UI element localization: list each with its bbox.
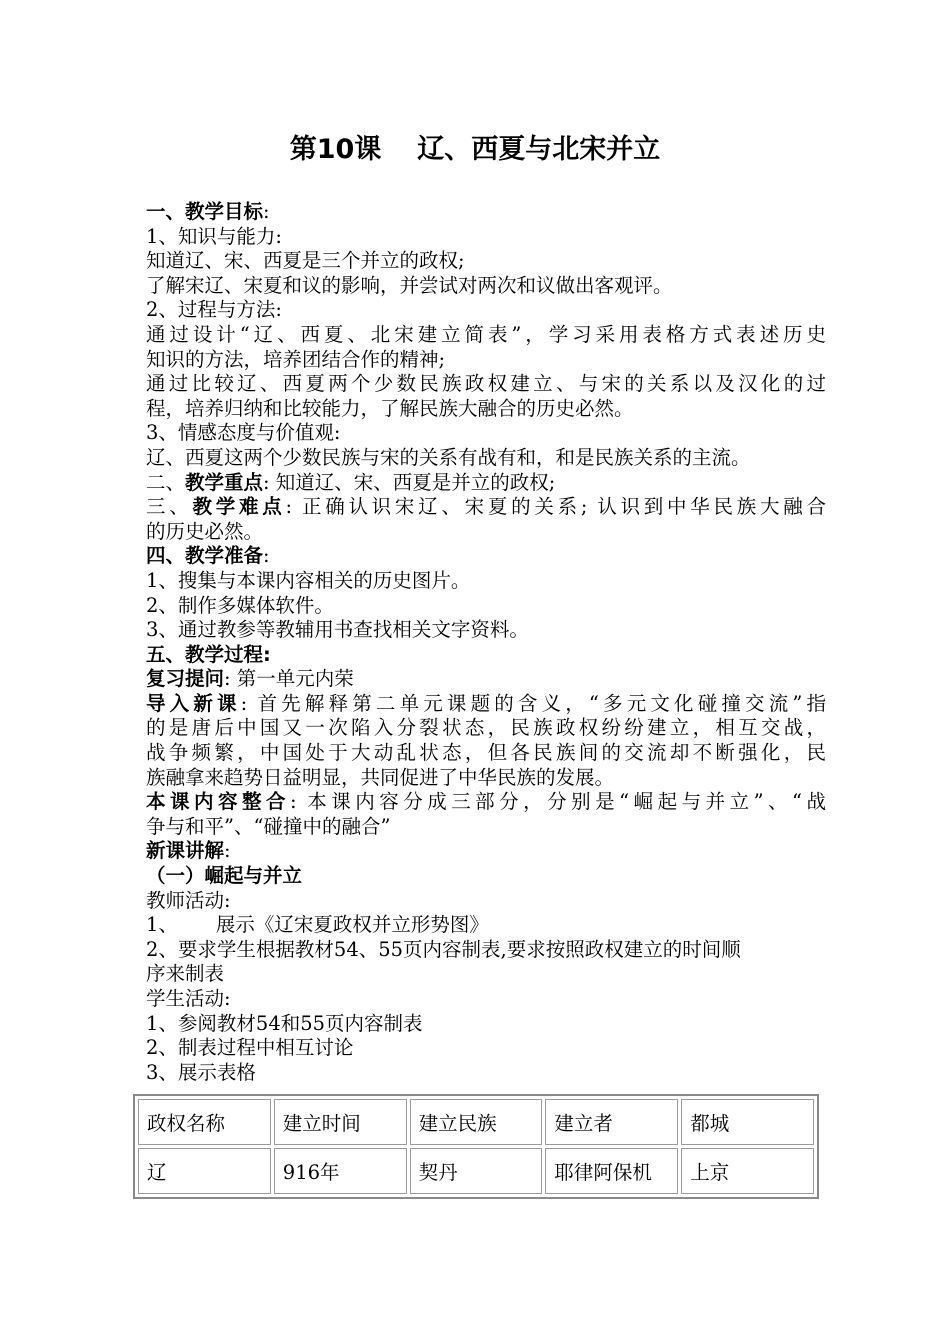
text-line [146, 372, 826, 397]
line-text: 3、展示表格 [146, 1060, 256, 1084]
text-line [146, 766, 826, 791]
table-cell: 辽 [138, 1148, 271, 1194]
line-prefix: 二、 [146, 470, 186, 494]
line-text: 学生活动: [146, 987, 231, 1010]
line-text: : [263, 200, 270, 223]
bold-heading: 导入新课 [146, 691, 241, 715]
table-header-cell: 建立者 [545, 1099, 678, 1145]
bold-heading: 五、教学过程: [146, 642, 271, 666]
line-text: : 首先解释第二单元课题的含义，“多元文化碰撞交流”指 [240, 691, 826, 715]
text-line [146, 594, 826, 619]
text-line [146, 225, 826, 250]
text-line [146, 643, 826, 668]
text-line [146, 741, 826, 766]
line-text: 1、知识与能力: [146, 224, 282, 248]
text-line [146, 249, 826, 274]
line-text: 的是唐后中国又一次陷入分裂状态，民族政权纷纷建立，相互交战， [146, 716, 826, 740]
line-text: 知识的方法，培养团结合作的精神; [146, 347, 446, 371]
line-text: : 知道辽、宋、西夏是并立的政权; [263, 470, 556, 494]
bold-heading: 四、教学准备 [146, 544, 264, 568]
line-text: 2、制作多媒体软件。 [146, 593, 334, 617]
text-line [146, 790, 826, 815]
text-line [146, 889, 826, 914]
text-line [146, 962, 826, 987]
text-line [146, 544, 826, 569]
line-text: 通过设计“辽、西夏、北宋建立简表”，学习采用表格方式表述历史 [146, 322, 826, 346]
line-text: : [263, 544, 270, 568]
text-line [146, 200, 826, 225]
bold-heading: 教学重点 [185, 470, 264, 494]
line-text: 族融拿来趋势日益明显，共同促进了中华民族的发展。 [146, 765, 615, 789]
line-text: 展示《辽宋夏政权并立形势图》 [215, 913, 489, 937]
text-line [146, 1012, 826, 1037]
text-line [146, 716, 826, 741]
bold-heading: 教学难点 [192, 495, 286, 519]
line-text: 争与和平”、“碰撞中的融合” [146, 814, 391, 838]
line-text: : [224, 839, 231, 863]
table-header-cell: 建立时间 [274, 1099, 407, 1145]
line-text: 辽、西夏这两个少数民族与宋的关系有战有和，和是民族关系的主流。 [146, 445, 751, 469]
text-line [146, 495, 826, 520]
line-text: 2、要求学生根据教材54、55页内容制表,要求按照政权建立的时间顺 [146, 937, 741, 961]
text-line [146, 348, 826, 373]
text-line [146, 1036, 826, 1061]
table-header-cell: 都城 [681, 1099, 814, 1145]
line-text: 的历史必然。 [146, 519, 264, 543]
line-prefix: 三、 [146, 495, 193, 519]
table-cell: 耶律阿保机 [545, 1148, 678, 1194]
lesson-number: 第10课 [289, 134, 382, 165]
table-row [138, 1148, 814, 1194]
line-text: 通过比较辽、西夏两个少数民族政权建立、与宋的关系以及汉化的过 [146, 372, 826, 396]
table-header-row [138, 1099, 814, 1145]
table-cell: 上京 [681, 1148, 814, 1194]
text-line [146, 471, 826, 496]
line-text: 1、参阅教材54和55页内容制表 [146, 1011, 423, 1035]
text-line [146, 815, 826, 840]
text-line [146, 692, 826, 717]
table-header-cell: 政权名称 [138, 1099, 271, 1145]
table-header-cell: 建立民族 [410, 1099, 543, 1145]
text-line [146, 274, 826, 299]
text-line [146, 446, 826, 471]
line-prefix: 1、 [146, 913, 178, 937]
lesson-plan-body [146, 200, 826, 1085]
text-line [146, 938, 826, 963]
text-line [146, 569, 826, 594]
regime-table [133, 1094, 819, 1199]
bold-heading: （一）崛起与并立 [146, 864, 303, 888]
line-text: : 正确认识宋辽、宋夏的关系; 认识到中华民族大融合 [285, 495, 826, 519]
line-text: : 本课内容分成三部分，分别是“崛起与并立”、“战 [289, 790, 826, 814]
line-text: 3、情感态度与价值观: [146, 421, 341, 445]
text-line [146, 323, 826, 348]
line-text: 教师活动: [146, 888, 231, 912]
text-line [146, 839, 826, 864]
table-cell: 契丹 [410, 1148, 543, 1194]
lesson-topic: 辽、西夏与北宋并立 [417, 134, 661, 165]
text-line [146, 421, 826, 446]
line-text: 战争频繁，中国处于大动乱状态，但各民族间的交流却不断强化，民 [146, 741, 826, 765]
line-text: 2、制表过程中相互讨论 [146, 1036, 354, 1060]
table-cell: 916年 [274, 1148, 407, 1194]
line-text: 序来制表 [146, 962, 225, 986]
page-title [0, 132, 950, 168]
line-text: 知道辽、宋、西夏是三个并立的政权; [146, 249, 465, 273]
text-line [146, 913, 826, 938]
text-line [146, 520, 826, 545]
line-text: 3、通过教参等教辅用书查找相关文字资料。 [146, 618, 529, 642]
text-line [146, 618, 826, 643]
line-text: : 第一单元内荣 [224, 667, 354, 691]
line-text: 了解宋辽、宋夏和议的影响，并尝试对两次和议做出客观评。 [146, 273, 673, 297]
bold-heading: 一、教学目标 [146, 200, 264, 223]
text-line [146, 864, 826, 889]
text-line [146, 1061, 826, 1086]
line-text: 1、搜集与本课内容相关的历史图片。 [146, 568, 471, 592]
line-text: 2、过程与方法: [146, 298, 282, 322]
text-line [146, 298, 826, 323]
bold-heading: 新课讲解 [146, 839, 225, 863]
text-line [146, 397, 826, 422]
bold-heading: 复习提问 [146, 667, 225, 691]
line-text: 程，培养归纳和比较能力，了解民族大融合的历史必然。 [146, 396, 634, 420]
text-line [146, 667, 826, 692]
text-line [146, 987, 826, 1012]
bold-heading: 本课内容整合 [146, 790, 290, 814]
